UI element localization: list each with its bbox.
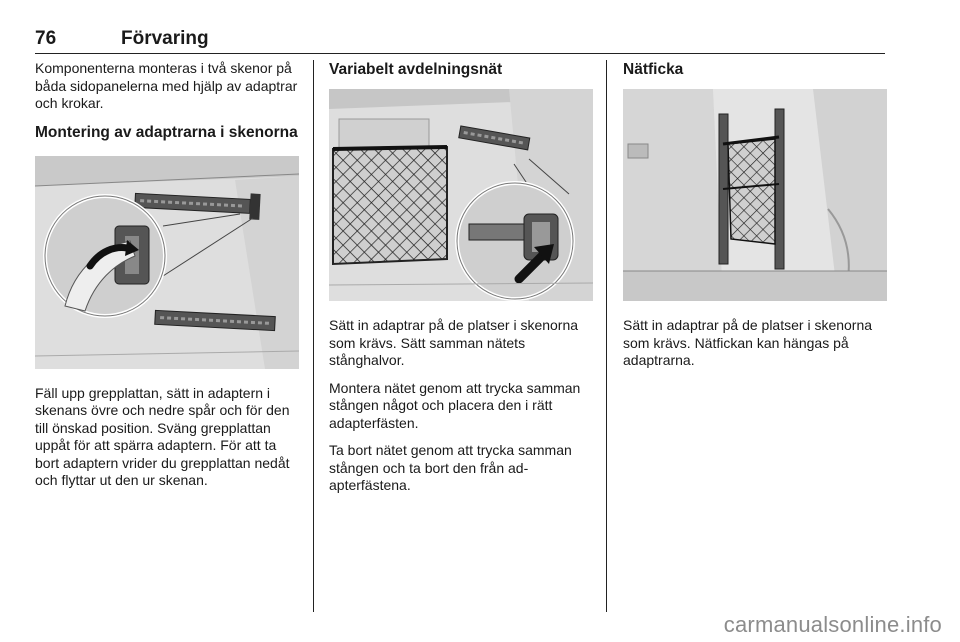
net-pocket-drawing [623, 89, 887, 301]
section-heading-net-pocket: Nätficka [623, 61, 684, 78]
divider-net-step-1: Sätt in adaptrar på de platser i skenorna som krävs. Sätt samman nätets stånghalvor. [329, 317, 579, 368]
header-rule [35, 53, 885, 54]
net-pocket-instructions: Sätt in adaptrar på de platser i skenorna som krävs. Nätfickan kan hängas på adaptrarna. [623, 317, 873, 368]
watermark: carmanualsonline.info [723, 612, 942, 637]
column-divider-net [329, 60, 593, 505]
adapter-mounting-drawing [35, 156, 299, 369]
column-adapter-mounting [35, 60, 299, 500]
column-net-pocket [623, 60, 887, 380]
section-heading-adapter-mounting: Montering av adaptrarna i skenorna [35, 123, 298, 141]
divider-net-step-2: Montera nätet genom att trycka samman stången något och placera den i rätt adapterfästen. [329, 379, 581, 431]
net-pocket-illustration [623, 89, 887, 301]
section-heading-divider-net: Variabelt avdelningsnät [329, 61, 503, 78]
divider-net-illustration [329, 89, 593, 301]
column-divider [606, 60, 607, 612]
page-number: 76 [35, 28, 57, 49]
adapter-mounting-instructions: Fäll upp grepplattan, sätt in adaptern i skenans övre och nedre spår och för den till önskad position. Sväng grepplattan uppåt för att spärra adaptern. För att ta bort adaptern vrider du grepplattan nedåt och flyttar ut den ur skenan. [35, 384, 290, 488]
adapter-mounting-illustration [35, 156, 299, 369]
column-divider [313, 60, 314, 612]
chapter-title: Förvaring [121, 28, 209, 49]
divider-net-drawing [329, 89, 593, 301]
intro-paragraph: Komponenterna monteras i två skenor på båda sidopanelerna med hjälp av adaptrar och krokar. [35, 60, 298, 111]
page-header [35, 24, 885, 54]
divider-net-step-3: Ta bort nätet genom att trycka samman stången och ta bort den från adapterfästena. [329, 442, 572, 493]
